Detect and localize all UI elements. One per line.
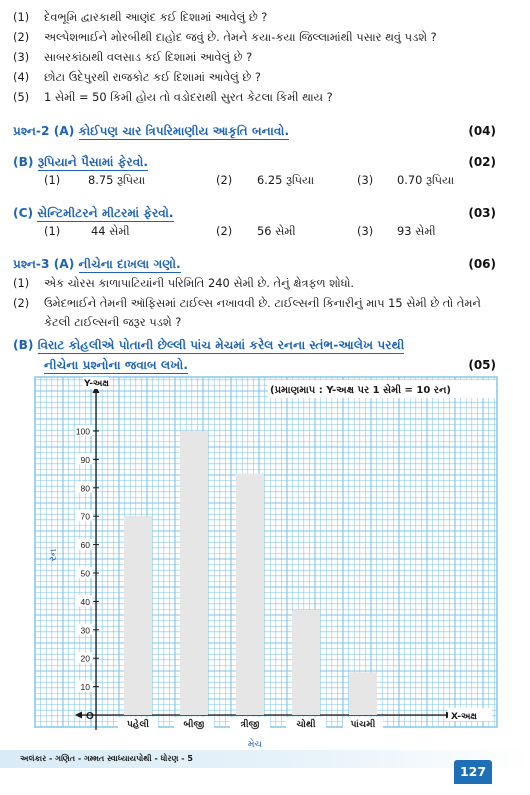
footer-text: અલંકાર - ગણિત - ગમ્મત સ્વાધ્યાયપોથી - ધોરણ - 5 <box>20 754 193 763</box>
q3a-marks: (06) <box>468 257 496 271</box>
origin-label: O <box>86 711 94 722</box>
x-tick-label: ત્રીજી <box>240 719 260 730</box>
bar-1 <box>124 516 152 715</box>
q3a-item2-text: ઉમેદભાઈને તેમની ઑફિસમાં ટાઈલ્સ નખાવવી છે. ટાઈલ્સની કિનારીનું માપ 15 સેમી છે તો તેમને <box>44 296 481 310</box>
x-tick-label: પહેલી <box>126 719 150 730</box>
y-tick-label: 50 <box>80 568 90 579</box>
page-number: 127 <box>454 760 492 784</box>
q2b-opt3-number: (3) <box>357 173 374 187</box>
q3a-item1-number: (1) <box>13 276 30 290</box>
q2b-label: (B) <box>13 155 34 169</box>
bar-5 <box>349 672 377 715</box>
y-tick-label: 80 <box>80 483 90 494</box>
y-tick-label: 40 <box>80 596 90 607</box>
q5-text: 1 સેમી = 50 કિમી હોય તો વડોદરાથી સુરત કેટલા કિમી થાય ? <box>44 90 333 104</box>
q3b-line1: વિરાટ કોહલીએ પોતાની છેલ્લી પાંચ મેચમાં કરેલ રનના સ્તંભ-આલેખ પરથી <box>37 338 405 352</box>
q4-text: છોટા ઉદેપુરથી રાજકોટ કઈ દિશામાં આવેલું છે ? <box>44 70 261 84</box>
y-tick-label: 90 <box>80 454 90 465</box>
bar-2 <box>180 431 208 715</box>
q3a-item2-number: (2) <box>13 296 30 310</box>
q5-number: (5) <box>13 90 30 104</box>
x-axis-label: મેચ <box>247 739 263 750</box>
q2c-opt2-number: (2) <box>216 224 233 238</box>
bar-3 <box>236 474 264 715</box>
q3-text: સાબરકાંઠાથી વલસાડ કઈ દિશામાં આવેલું છે ? <box>44 50 253 64</box>
q2a-text: કોઈપણ ચાર ત્રિપરિમાણીય આકૃતિ બનાવો. <box>78 124 290 138</box>
q2b-opt2-number: (2) <box>216 173 233 187</box>
q2c-text: સેન્ટિમીટરને મીટરમાં ફેરવો. <box>37 206 174 220</box>
bar-4 <box>292 610 320 715</box>
x-axis-name: X-અક્ષ <box>451 712 477 722</box>
q3-number: (3) <box>13 50 30 64</box>
q2c-opt3-text: 93 સેમી <box>397 224 436 238</box>
q3a-item2-continuation: કેટલી ટાઈલ્સની જરૂર પડશે ? <box>44 315 182 329</box>
q2c-opt2-text: 56 સેમી <box>257 224 296 238</box>
q2b-opt3-text: 0.70 રૂપિયા <box>397 173 455 187</box>
q1-text: દેવભૂમિ દ્વારકાથી આણંદ કઈ દિશામાં આવેલું છે ? <box>44 10 268 24</box>
q2a-label: પ્રશ્ન-2 (A) <box>13 124 75 138</box>
y-tick-label: 60 <box>80 540 90 551</box>
q2b-text: રૂપિયાને પૈસામાં ફેરવો. <box>37 155 148 169</box>
q3b-line2: નીચેના પ્રશ્નોના જવાબ લખો. <box>44 358 188 372</box>
x-tick-label: પાંચમી <box>350 719 376 730</box>
chart-grid-bg <box>35 377 497 727</box>
q4-number: (4) <box>13 70 30 84</box>
y-tick-label: 100 <box>75 426 90 437</box>
q2b-opt2-text: 6.25 રૂપિયા <box>257 173 315 187</box>
q3b-label: (B) <box>13 338 34 352</box>
x-tick-label: ચોથી <box>296 719 316 730</box>
x-tick-label: બીજી <box>183 719 205 730</box>
y-axis-label: રન <box>48 548 59 562</box>
q2c-opt1-number: (1) <box>44 224 61 238</box>
q2c-marks: (03) <box>468 206 496 220</box>
q3a-text: નીચેના દાખલા ગણો. <box>78 257 181 271</box>
y-axis-name: Y-અક્ષ <box>84 379 109 389</box>
q2c-opt3-number: (3) <box>357 224 374 238</box>
q2c-opt1-text: 44 સેમી <box>91 224 130 238</box>
q2-number: (2) <box>13 30 30 44</box>
q2c-label: (C) <box>13 206 34 220</box>
q2b-opt1-text: 8.75 રૂપિયા <box>88 173 146 187</box>
q1-number: (1) <box>13 10 30 24</box>
y-tick-label: 10 <box>80 682 90 693</box>
y-tick-label: 30 <box>80 625 90 636</box>
y-tick-label: 20 <box>80 653 90 664</box>
q3a-label: પ્રશ્ન-3 (A) <box>13 257 75 271</box>
y-tick-label: 70 <box>80 511 90 522</box>
scale-note: (પ્રમાણમાપ : Y-અક્ષ પર 1 સેમી = 10 રન) <box>270 385 451 396</box>
q2-text: અલ્પેશભાઈને મોરબીથી દાહોદ જવું છે. તેમને કયા-કયા જિલ્લામાંથી પસાર થવું પડશે ? <box>44 30 437 44</box>
q3a-item1-text: એક ચોરસ કાળાપાટિયાંની પરિમિતિ 240 સેમી છે. તેનું ક્ષેત્રફળ શોધો. <box>44 276 355 290</box>
q3b-marks: (05) <box>468 358 496 372</box>
q2a-marks: (04) <box>468 124 496 138</box>
q2b-opt1-number: (1) <box>44 173 61 187</box>
q2b-marks: (02) <box>468 155 496 169</box>
